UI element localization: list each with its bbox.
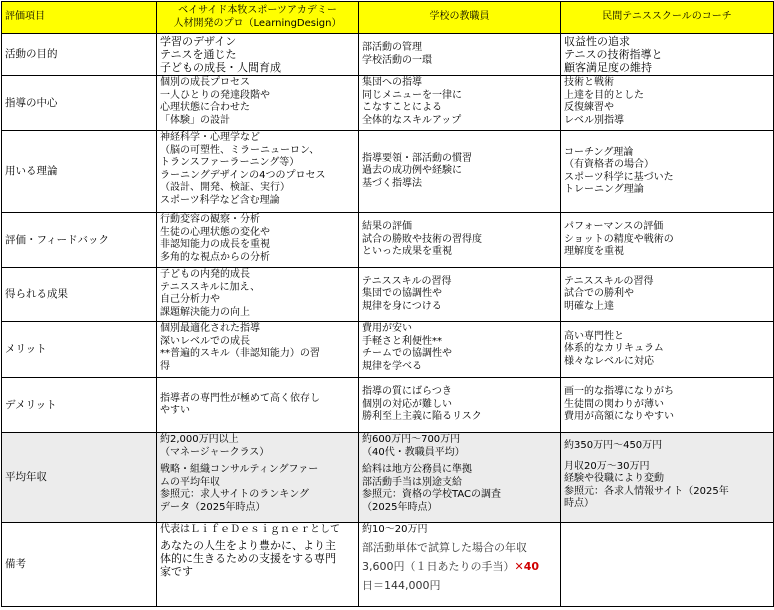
cell-line: 子どもの内発的成長 bbox=[160, 269, 250, 280]
cell-line: 多角的な視点からの分析 bbox=[160, 251, 270, 263]
cell-line: 個別最適化された指導 bbox=[160, 323, 260, 334]
cell-line: 様々なレベルに対応 bbox=[564, 355, 654, 367]
cell-line: 過去の成功例や経験に bbox=[362, 165, 462, 177]
cell-school bbox=[359, 213, 561, 268]
cell-line: 試合での勝利や bbox=[564, 288, 634, 300]
row-label: 用いる理論 bbox=[2, 131, 157, 213]
row-label: 活動の目的 bbox=[2, 34, 157, 76]
cell-line: 費用が高額になりやすい bbox=[564, 411, 674, 423]
cell-line: 部活動手当は別途支給 bbox=[362, 476, 462, 488]
cell-line: 学習のデザイン bbox=[160, 35, 237, 48]
cell-line: 明確な上達 bbox=[564, 300, 614, 312]
header-bayside-line: 人材開発のプロ（LearningDesign） bbox=[173, 17, 342, 29]
cell-line: 高い専門性と bbox=[564, 330, 624, 342]
cell-line: 体系的なカリキュラム bbox=[564, 343, 664, 355]
cell-school bbox=[359, 378, 561, 433]
cell-line: チームでの協調性や bbox=[362, 348, 452, 359]
cell-line: 生徒間の関わりが薄い bbox=[564, 398, 664, 410]
cell-line: 上達を目的とした bbox=[564, 89, 644, 101]
cell-line: 「体験」の設計 bbox=[160, 114, 230, 126]
cell-line: 非認知能力の成長を重視 bbox=[160, 239, 270, 250]
cell-line: 約10～20万円 bbox=[362, 524, 428, 535]
header-tennis-coach: 民間テニススクールのコーチ bbox=[561, 2, 774, 34]
cell-coach bbox=[561, 322, 774, 378]
cell-line: 指導者の専門性が極めて高く依存し bbox=[160, 392, 320, 404]
cell-coach-empty bbox=[561, 523, 774, 607]
table-row bbox=[2, 523, 774, 607]
cell-line: あなたの人生をより豊かに、より主 bbox=[160, 538, 336, 552]
table-row bbox=[2, 322, 774, 378]
cell-bayside bbox=[157, 268, 359, 322]
cell-line: やすい bbox=[160, 405, 190, 416]
cell-line: 試合の勝敗や技術の習得度 bbox=[362, 233, 482, 245]
cell-line: 参照元：資格の学校TACの調査 bbox=[362, 489, 501, 500]
cell-line: 指導の質にばらつき bbox=[362, 386, 452, 398]
header-evaluation-item: 評価項目 bbox=[2, 2, 157, 34]
cell-line: （設計、開発、検証、実行） bbox=[160, 182, 290, 193]
cell-coach bbox=[561, 378, 774, 433]
table-row bbox=[2, 34, 774, 76]
cell-school bbox=[359, 34, 561, 76]
cell-line: ラーニングデザインの4つのプロセス bbox=[160, 169, 326, 181]
cell-line: **普遍的スキル（非認知能力）の習 bbox=[160, 348, 320, 359]
cell-line: （40代・教職員平均） bbox=[362, 446, 465, 458]
cell-line bbox=[362, 560, 557, 573]
cell-line: 経験や役職により変動 bbox=[564, 473, 664, 484]
cell-line: 規律を学べる bbox=[362, 360, 422, 372]
cell-bayside bbox=[157, 131, 359, 213]
cell-coach bbox=[561, 268, 774, 322]
cell-line: 個別の対応が難しい bbox=[362, 398, 452, 410]
cell-bayside bbox=[157, 34, 359, 76]
cell-line: スポーツ科学など含む理論 bbox=[160, 194, 280, 206]
row-label: 平均年収 bbox=[2, 433, 157, 523]
cell-line: 時点） bbox=[564, 498, 594, 509]
cell-line: 技術と戦術 bbox=[564, 77, 614, 88]
cell-line: レベル別指導 bbox=[564, 114, 624, 126]
cell-line: （有資格者の場合） bbox=[564, 159, 654, 170]
cell-line: コーチング理論 bbox=[564, 146, 634, 158]
row-label: メリット bbox=[2, 322, 157, 378]
table-row bbox=[2, 268, 774, 322]
cell-spacer bbox=[564, 453, 770, 461]
cell-line: （2025年時点） bbox=[362, 501, 438, 513]
table-row bbox=[2, 76, 774, 131]
cell-coach bbox=[561, 213, 774, 268]
cell-bayside bbox=[157, 213, 359, 268]
cell-line: 部活動の管理 bbox=[362, 42, 422, 53]
cell-line: 個別の成長プロセス bbox=[160, 77, 250, 88]
cell-coach bbox=[561, 76, 774, 131]
row-label: 評価・フィードバック bbox=[2, 213, 157, 268]
cell-line: 費用が安い bbox=[362, 323, 412, 334]
cell-line: 参照元：求人サイトのランキング bbox=[160, 489, 309, 500]
cell-line: 勝利至上主義に陥るリスク bbox=[362, 411, 482, 423]
cell-coach bbox=[561, 131, 774, 213]
cell-school bbox=[359, 131, 561, 213]
cell-line: 約2,000万円以上 bbox=[160, 434, 239, 445]
cell-line: 約350万円～450万円 bbox=[564, 440, 663, 451]
cell-line: 部活動単体で試算した場合の年収 bbox=[362, 540, 527, 554]
cell-line: 画一的な指導になりがち bbox=[564, 386, 674, 398]
cell-bayside bbox=[157, 76, 359, 131]
cell-coach bbox=[561, 34, 774, 76]
row-label: デメリット bbox=[2, 378, 157, 433]
cell-line: 心理状態に合わせた bbox=[160, 102, 250, 113]
cell-line: 学校活動の一環 bbox=[362, 54, 432, 66]
cell-line: 反復練習や bbox=[564, 102, 614, 113]
header-row bbox=[2, 2, 774, 34]
cell-line: データ（2025年時点） bbox=[160, 501, 266, 513]
cell-line: といった成果を重視 bbox=[362, 246, 452, 258]
cell-line: 集団への指導 bbox=[362, 77, 422, 88]
cell-line: 規律を身につける bbox=[362, 300, 442, 312]
cell-bayside bbox=[157, 378, 359, 433]
cell-line: 体的に生きるための支援をする専門 bbox=[160, 551, 336, 565]
cell-line: 顧客満足度の維持 bbox=[564, 61, 652, 74]
cell-line: こなすことによる bbox=[362, 102, 442, 113]
header-bayside-line: ベイサイド本牧スポーツアカデミー bbox=[178, 5, 337, 16]
cell-line: （マネージャークラス） bbox=[160, 446, 270, 458]
cell-line: 一人ひとりの発達段階や bbox=[160, 89, 270, 101]
multiply-mark: ✕40 bbox=[514, 559, 540, 573]
cell-bayside bbox=[157, 523, 359, 607]
cell-school bbox=[359, 76, 561, 131]
cell-line: 日＝144,000円 bbox=[362, 578, 441, 592]
table-row bbox=[2, 378, 774, 433]
cell-line: 同じメニューを一律に bbox=[362, 89, 462, 101]
row-label: 指導の中心 bbox=[2, 76, 157, 131]
row-label: 得られる成果 bbox=[2, 268, 157, 322]
cell-line: 手軽さと利便性** bbox=[362, 335, 442, 347]
header-bayside-academy bbox=[157, 2, 359, 34]
comparison-table bbox=[1, 1, 774, 607]
cell-line: 子どもの成長・人間育成 bbox=[160, 61, 281, 74]
cell-school bbox=[359, 433, 561, 523]
cell-coach bbox=[561, 433, 774, 523]
cell-line: 家です bbox=[160, 564, 193, 578]
cell-line: テニススキルの習得 bbox=[362, 275, 452, 287]
cell-line: 神経科学・心理学など bbox=[160, 132, 260, 143]
cell-line: 基づく指導法 bbox=[362, 177, 422, 189]
cell-line: 全体的なスキルアップ bbox=[362, 114, 462, 126]
cell-line: 約600万円～700万円 bbox=[362, 434, 461, 445]
cell-bayside bbox=[157, 322, 359, 378]
cell-line: 収益性の追求 bbox=[564, 35, 630, 48]
cell-school bbox=[359, 268, 561, 322]
cell-line: 戦略・組織コンサルティングファー bbox=[160, 464, 319, 475]
cell-bayside bbox=[157, 433, 359, 523]
cell-line: 参照元：各求人情報サイト（2025年 bbox=[564, 485, 729, 497]
cell-line: 代表はＬｉｆｅＤｅｓｉｇｎｅｒとして bbox=[160, 524, 340, 535]
table-row bbox=[2, 433, 774, 523]
table-row bbox=[2, 213, 774, 268]
cell-line: 月収20万～30万円 bbox=[564, 460, 650, 472]
cell-line: スポーツ科学に基づいた bbox=[564, 171, 674, 183]
cell-line: 生徒の心理状態の変化や bbox=[160, 226, 270, 238]
cell-line: 給料は地方公務員に準拠 bbox=[362, 464, 472, 475]
cell-line: 結果の評価 bbox=[362, 221, 412, 233]
cell-school bbox=[359, 523, 561, 607]
cell-line: テニスを通じた bbox=[160, 48, 237, 61]
cell-line: 集団での協調性や bbox=[362, 288, 442, 300]
row-label: 備考 bbox=[2, 523, 157, 607]
cell-line: ムの平均年収 bbox=[160, 476, 220, 488]
cell-line: 行動変容の観察・分析 bbox=[160, 214, 260, 225]
cell-line: トランスファーラーニング等） bbox=[160, 157, 300, 168]
header-school-staff: 学校の教職員 bbox=[359, 2, 561, 34]
cell-line: パフォーマンスの評価 bbox=[564, 221, 664, 233]
cell-line: 課題解決能力の向上 bbox=[160, 306, 250, 318]
cell-line: 自己分析力や bbox=[160, 294, 220, 305]
cell-line: 得 bbox=[160, 360, 170, 372]
cell-line: テニススキルの習得 bbox=[564, 275, 654, 287]
cell-line: 理解度を重視 bbox=[564, 246, 624, 258]
cell-line: ショットの精度や戦術の bbox=[564, 233, 674, 245]
cell-line: テニススキルに加え、 bbox=[160, 281, 261, 293]
daily-allowance-text: 3,600円（１日あたりの手当） bbox=[362, 559, 515, 573]
cell-line: トレーニング理論 bbox=[564, 184, 644, 195]
table-row bbox=[2, 131, 774, 213]
cell-line: テニスの技術指導と bbox=[564, 48, 663, 61]
cell-school bbox=[359, 322, 561, 378]
cell-line: 深いレベルでの成長 bbox=[160, 335, 250, 347]
cell-line: 指導要領・部活動の慣習 bbox=[362, 152, 472, 164]
cell-line: （脳の可塑性、ミラーニューロン、 bbox=[160, 144, 320, 156]
